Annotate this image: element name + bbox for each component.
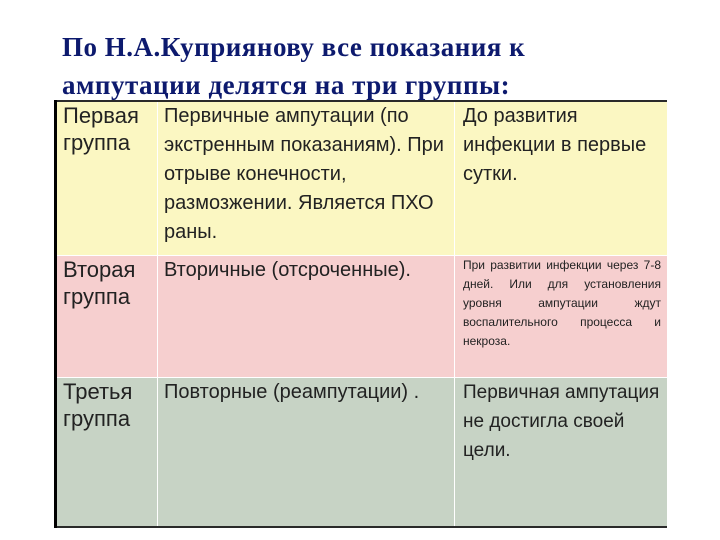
group-name-cell: Вторая группа <box>56 256 158 378</box>
table-row-third-group <box>56 378 668 528</box>
timing-cell: Первичная ампутация не достигла своей цели. <box>455 378 668 528</box>
amputation-type-cell: Повторные (реампутации) . <box>158 378 455 528</box>
group-name-cell: Первая группа <box>56 101 158 256</box>
amputation-groups-table <box>54 100 667 528</box>
group-name-cell: Третья группа <box>56 378 158 528</box>
slide-title <box>62 28 682 104</box>
amputation-type-cell: Вторичные (отсроченные). <box>158 256 455 378</box>
slide-title-line-2: ампутации делятся на три группы: <box>62 70 511 100</box>
slide-title-line-1: По Н.А.Куприянову все показания к <box>62 32 526 62</box>
table-row-second-group <box>56 256 668 378</box>
timing-cell: При развитии инфекции через 7-8 дней. Или для установления уровня ампутации ждут воспалительного процесса и некроза. <box>455 256 668 378</box>
table-row-first-group <box>56 101 668 256</box>
amputation-type-cell: Первичные ампутации (по экстренным показаниям). При отрыве конечности, размозжении. Является ПХО раны. <box>158 101 455 256</box>
timing-cell: До развития инфекции в первые сутки. <box>455 101 668 256</box>
